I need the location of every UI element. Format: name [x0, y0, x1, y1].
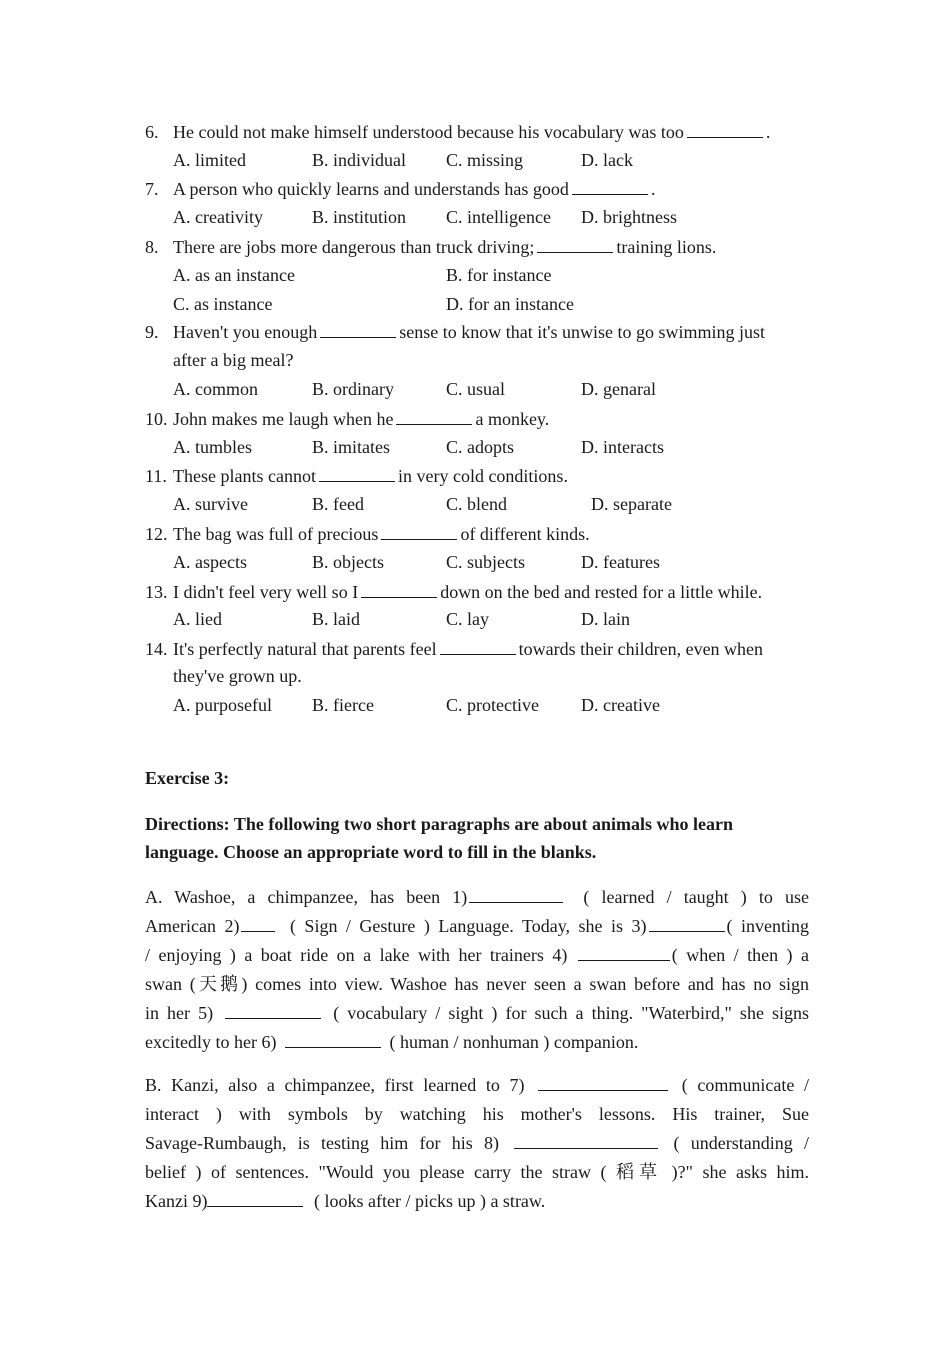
question-text-end: sense to know that it's unwise to go swimming just — [399, 322, 765, 342]
option-d: D. genaral — [581, 379, 656, 399]
para-b-text: belief ) of sentences. "Would you please carry the straw ( 稻草 )?" she asks him. — [145, 1162, 809, 1182]
question-text-end: in very cold conditions. — [397, 466, 568, 486]
option-d: D. creative — [581, 695, 660, 715]
para-a-text: ( vocabulary / sight ) for such a thing. "Waterbird," she signs — [333, 1003, 809, 1023]
option-b: B. ordinary — [312, 379, 394, 399]
para-a-text: ( when / then ) a — [671, 945, 809, 965]
question-number: 13. — [145, 582, 168, 602]
exercise-title: Exercise 3: — [145, 768, 230, 788]
para-b-text: Savage-Rumbaugh, is testing him for his 8) — [145, 1133, 499, 1153]
question-text: I didn't feel very well so I — [173, 582, 359, 602]
option-c: C. lay — [446, 609, 489, 629]
question-text-end: of different kinds. — [460, 524, 590, 544]
question-text: These plants cannot — [173, 466, 316, 486]
answer-blank[interactable] — [381, 523, 457, 540]
question-10 — [145, 408, 549, 429]
para-a-text: swan (天鹅) comes into view. Washoe has never seen a swan before and has no sign — [145, 974, 809, 994]
blank-4[interactable] — [578, 944, 670, 961]
option-d: D. lain — [581, 609, 630, 629]
option-d: D. separate — [591, 494, 672, 514]
answer-blank[interactable] — [572, 178, 648, 195]
answer-blank[interactable] — [361, 581, 437, 598]
para-b-text: Kanzi 9) — [145, 1191, 208, 1211]
para-a-text: / enjoying ) a boat ride on a lake with her trainers 4) — [145, 945, 568, 965]
para-a-text: ( Sign / Gesture ) Language. Today, she is 3) — [289, 916, 647, 936]
option-b: B. imitates — [312, 437, 390, 457]
option-c: C. intelligence — [446, 207, 551, 227]
question-number: 12. — [145, 524, 168, 544]
question-number: 11. — [145, 466, 167, 486]
para-b-text: B. Kanzi, also a chimpanzee, first learned to 7) — [145, 1075, 525, 1095]
answer-blank[interactable] — [687, 121, 763, 138]
answer-blank[interactable] — [320, 321, 396, 338]
question-11 — [145, 465, 568, 486]
option-b: B. individual — [312, 150, 406, 170]
option-b: B. laid — [312, 609, 360, 629]
answer-blank[interactable] — [440, 638, 516, 655]
blank-6[interactable] — [285, 1031, 381, 1048]
question-text: It's perfectly natural that parents feel — [173, 639, 437, 659]
paragraph-a — [145, 883, 809, 1057]
question-13 — [145, 581, 762, 602]
option-d: D. lack — [581, 150, 633, 170]
option-c: C. blend — [446, 494, 507, 514]
option-c: C. usual — [446, 379, 506, 399]
option-b: B. for instance — [446, 265, 552, 285]
para-b-text: ( communicate / — [681, 1075, 809, 1095]
para-a-text: American 2) — [145, 916, 240, 936]
para-a-text: ( inventing — [726, 916, 810, 936]
blank-9[interactable] — [207, 1190, 303, 1207]
option-a: A. creativity — [173, 207, 263, 227]
option-b: B. objects — [312, 552, 384, 572]
question-9 — [145, 321, 765, 342]
question-text: The bag was full of precious — [173, 524, 379, 544]
option-d: D. features — [581, 552, 660, 572]
paragraph-b — [145, 1071, 809, 1216]
question-continuation: after a big meal? — [173, 350, 294, 370]
answer-blank[interactable] — [537, 236, 613, 253]
question-text-end: training lions. — [616, 237, 717, 257]
para-b-text: ( understanding / — [673, 1133, 810, 1153]
question-number: 10. — [145, 409, 168, 429]
question-14 — [145, 638, 763, 659]
blank-1[interactable] — [469, 886, 563, 903]
option-d: D. for an instance — [446, 294, 574, 314]
question-number: 6. — [145, 122, 159, 142]
question-text: There are jobs more dangerous than truck driving; — [173, 237, 535, 257]
option-c: C. as instance — [173, 294, 273, 314]
option-d: D. brightness — [581, 207, 677, 227]
para-a-text: excitedly to her 6) — [145, 1032, 277, 1052]
para-b-text: interact ) with symbols by watching his mother's lessons. His trainer, Sue — [145, 1104, 809, 1124]
option-c: C. subjects — [446, 552, 525, 572]
question-number: 8. — [145, 237, 159, 257]
question-12 — [145, 523, 590, 544]
option-a: A. survive — [173, 494, 248, 514]
para-a-text: in her 5) — [145, 1003, 214, 1023]
question-8 — [145, 236, 716, 257]
blank-5[interactable] — [225, 1002, 321, 1019]
question-text: Haven't you enough — [173, 322, 318, 342]
option-c: C. missing — [446, 150, 524, 170]
question-text-end: . — [765, 122, 771, 142]
question-text-end: towards their children, even when — [518, 639, 764, 659]
para-a-text: ( human / nonhuman ) companion. — [389, 1032, 639, 1052]
option-b: B. institution — [312, 207, 407, 227]
question-7 — [145, 178, 655, 199]
option-a: A. tumbles — [173, 437, 252, 457]
question-text-end: down on the bed and rested for a little while. — [440, 582, 763, 602]
option-c: C. adopts — [446, 437, 515, 457]
option-a: A. as an instance — [173, 265, 295, 285]
answer-blank[interactable] — [319, 465, 395, 482]
option-b: B. feed — [312, 494, 364, 514]
answer-blank[interactable] — [396, 408, 472, 425]
option-a: A. common — [173, 379, 258, 399]
directions-line-1: Directions: The following two short paragraphs are about animals who learn — [145, 814, 734, 834]
option-a: A. limited — [173, 150, 246, 170]
question-6 — [145, 121, 770, 142]
option-c: C. protective — [446, 695, 539, 715]
question-number: 14. — [145, 639, 168, 659]
blank-7[interactable] — [538, 1074, 668, 1091]
option-d: D. interacts — [581, 437, 664, 457]
directions-line-2: language. Choose an appropriate word to fill in the blanks. — [145, 842, 597, 862]
question-text: A person who quickly learns and understands has good — [173, 179, 569, 199]
question-continuation: they've grown up. — [173, 666, 302, 686]
option-a: A. aspects — [173, 552, 247, 572]
para-b-text: ( looks after / picks up ) a straw. — [313, 1191, 546, 1211]
question-text-end: . — [650, 179, 656, 199]
question-number: 9. — [145, 322, 159, 342]
blank-3[interactable] — [649, 915, 725, 932]
question-text-end: a monkey. — [475, 409, 550, 429]
para-a-text: A. Washoe, a chimpanzee, has been 1) — [145, 887, 468, 907]
question-number: 7. — [145, 179, 159, 199]
option-a: A. lied — [173, 609, 222, 629]
option-a: A. purposeful — [173, 695, 272, 715]
para-a-text: ( learned / taught ) to use — [583, 887, 810, 907]
question-text: He could not make himself understood because his vocabulary was too — [173, 122, 684, 142]
blank-2[interactable] — [241, 915, 275, 932]
option-b: B. fierce — [312, 695, 374, 715]
question-text: John makes me laugh when he — [173, 409, 394, 429]
blank-8[interactable] — [514, 1132, 658, 1149]
